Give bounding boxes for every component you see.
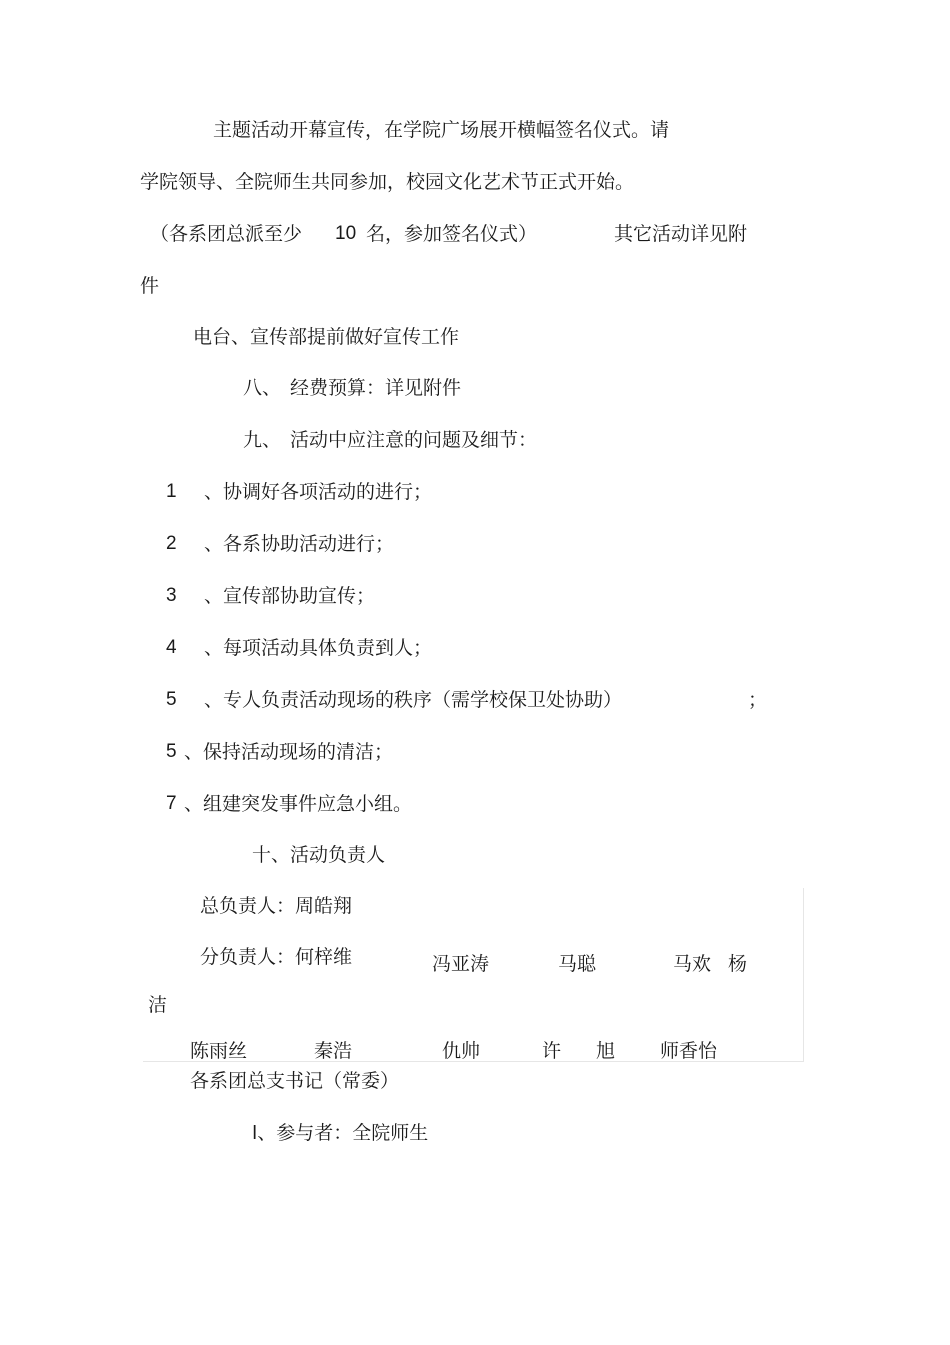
paragraph-line: 主题活动开幕宣传，在学院广场展开横幅签名仪式。请 <box>213 119 670 141</box>
sub-leader-label: 分负责人：何梓维 <box>200 946 353 968</box>
list-item-number: 1 <box>166 481 177 502</box>
paragraph-line: 件 <box>140 275 160 297</box>
section-heading: 经费预算：详见附件 <box>290 377 462 399</box>
paragraph-number: 10 <box>335 223 357 244</box>
list-item-number: 7 <box>166 793 177 814</box>
leader-name: 马聪 <box>558 953 597 975</box>
list-item-number: 4 <box>166 637 177 658</box>
section-heading: 活动中应注意的问题及细节： <box>290 429 538 451</box>
leader-name: 秦浩 <box>314 1040 353 1062</box>
list-item-text: 、宣传部协助宣传； <box>204 585 376 607</box>
paragraph-line: 学院领导、全院师生共同参加，校园文化艺术节正式开始。 <box>140 171 635 193</box>
leader-name: 师香怡 <box>660 1040 718 1062</box>
leader-name: 马欢 <box>673 953 712 975</box>
paragraph-line: 电台、宣传部提前做好宣传工作 <box>193 326 460 348</box>
list-item-text: 、组建突发事件应急小组。 <box>184 793 413 815</box>
list-item-text: 、保持活动现场的清洁； <box>184 741 394 763</box>
secretaries-line: 各系团总支书记（常委） <box>190 1070 400 1092</box>
list-item-text: 、专人负责活动现场的秩序（需学校保卫处协助） <box>204 689 623 711</box>
leader-name: 许 <box>542 1040 562 1062</box>
list-item-number: 2 <box>166 533 177 554</box>
list-item-number: 3 <box>166 585 177 606</box>
list-item-text: 、每项活动具体负责到人； <box>204 637 433 659</box>
leader-name: 仇帅 <box>442 1040 481 1062</box>
leader-name: 杨 <box>728 953 748 975</box>
list-item-text: 、协调好各项活动的进行； <box>204 481 433 503</box>
leader-name-wrap: 洁 <box>148 994 168 1016</box>
table-border-right <box>803 888 804 1062</box>
leader-name: 陈雨丝 <box>190 1040 248 1062</box>
list-item-text: 、各系协助活动进行； <box>204 533 395 555</box>
leader-name: 冯亚涛 <box>432 953 490 975</box>
section-number: 九、 <box>243 429 282 451</box>
section-heading: l、参与者：全院师生 <box>252 1122 429 1144</box>
chief-leader: 总负责人：周皓翔 <box>200 895 353 917</box>
leader-name: 旭 <box>596 1040 616 1062</box>
paragraph-line: （各系团总派至少 <box>150 223 303 245</box>
list-item-number: 5 <box>166 741 177 762</box>
section-heading: 十、活动负责人 <box>252 844 386 866</box>
list-item-tail: ； <box>748 689 768 711</box>
list-item-number: 5 <box>166 689 177 710</box>
paragraph-line: 其它活动详见附 <box>614 223 748 245</box>
paragraph-line: 名，参加签名仪式） <box>366 223 538 245</box>
section-number: 八、 <box>243 377 282 399</box>
